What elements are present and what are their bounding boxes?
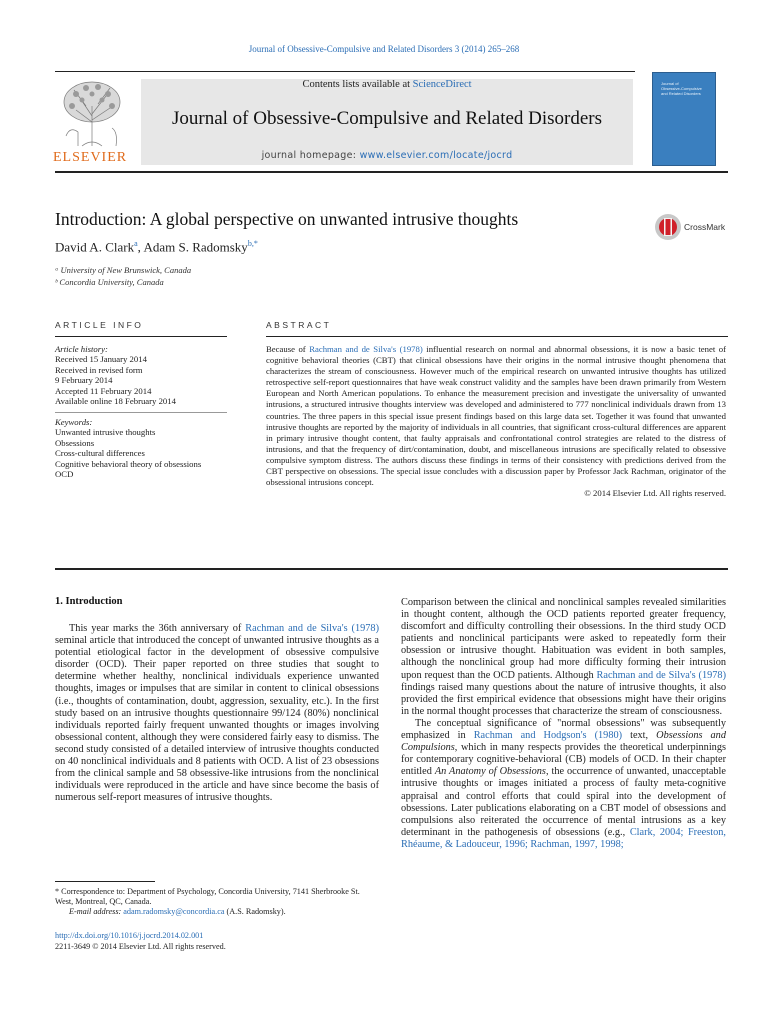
text-run: The conceptual significance of "normal obsessions" was subsequently emphasized in (401, 717, 726, 742)
citation-link[interactable]: Clark, 2004; Freeston, Rhéaume, & Ladouceur, 1996; Rachman, 1997, 1998; (401, 826, 726, 850)
keywords (55, 417, 227, 479)
affiliation-a: ᵃ University of New Brunswick, Canada (55, 265, 192, 275)
homepage-link[interactable]: www.elsevier.com/locate/jocrd (359, 150, 513, 161)
footnote-rule (55, 881, 155, 882)
abstract-paragraph (266, 344, 726, 488)
abstract-heading: ABSTRACT (266, 320, 332, 330)
keyword-item: Unwanted intrusive thoughts (55, 427, 156, 438)
text-run: findings raised many questions about the nature of intrusive thoughts, it also provided the first empirical evidence that obsessions might have their origins in the normal thought processes that characterize the stream of consciousness. (401, 681, 726, 717)
book-title: Obsessions and Compulsions (401, 730, 726, 754)
text-run: seminal article that introduced the concept of unwanted intrusive thoughts as a potential etiological factor in the development of obsessive compulsive disorder (OCD). Their paper reported on three studies that sought to determine whether healthy, nonclinical individuals experience unwanted thoughts, images or impulses that are similar in content to clinical obsessions (i.e., thoughts of contamination, doubt, aggression, sexuality, etc.). In the first study based on an intrusive thoughts questionnaire 99/124 (80%) nonclinical individuals reported fairly frequent unwanted thoughts or images involving obsessional content, although they were considered fairly easy to dismiss. The second study consisted of a detailed interview of intrusive thoughts conducted on 40 nonclinical individuals and 8 patients with OCD. A list of 23 obsessions from the clinical sample and 58 obsessive-like intrusions from the nonclinical individuals were reproduced in the article and have since become the basis of numerous self-report measures of intrusive thoughts. (55, 635, 379, 804)
abstract-pre: Because of (266, 344, 310, 354)
abstract-body: influential research on normal and abnormal obsessions, it is now a basic tenet of cognitive behavioral theories (CBT) that clinical obsessions have their origins in the normal intrusive thought phenomena that characterizes the stream of consciousness. However much of the empirical research on unwanted intrusive thoughts has utilized retrospective self-report questionnaires that have weak construct validity and the samples have been drawn primarily from Western European and North American populations. To enhance the measurement precision and investigate the universality of unwanted intrusions, a structured intrusive thoughts interview was developed and administered to 777 nonclinical individuals drawn from 13 countries. The three papers in this special issue present findings based on this large data set. Together it was found that unwanted intrusive thoughts are reported by the majority of individuals in all countries, that significant cross-cultural differences are apparent in primary intrusive thought content, that faulty appraisals and confrontational control strategies are related to the distress of intrusions, and that the frequency of dirt/contamination, doubt, and miscellaneous intrusions are specifically related to obsessive compulsive symptom distress. The authors discuss these findings in terms of their consistency with predictions derived from the CBT perspective on obsessions. The special issue concludes with a discussion paper by Professor Jack Rachman, originator of the obsessional intrusions concept. (266, 344, 726, 488)
article-history (55, 344, 227, 406)
publisher-logo-text: ELSEVIER (53, 150, 128, 165)
history-item: Received in revised form (55, 364, 143, 375)
author-affiliation-marker[interactable]: b,* (247, 239, 258, 248)
article-info-heading: ARTICLE INFO (55, 320, 144, 330)
cover-title-line: and Related Disorders (661, 91, 701, 96)
author-separator: , (137, 239, 144, 255)
email-label: E-mail address: (69, 907, 124, 917)
header-top-rule (55, 71, 635, 72)
author-affiliation-marker[interactable]: a (134, 239, 138, 248)
email-line (55, 907, 379, 917)
history-item: Accepted 11 February 2014 (55, 385, 152, 396)
abstract-rule (266, 336, 728, 337)
history-item: Received 15 January 2014 (55, 354, 147, 365)
journal-cover-thumbnail[interactable] (652, 72, 716, 166)
header-bottom-rule (55, 171, 728, 173)
chapter-title: An Anatomy of Obsessions (434, 766, 546, 778)
text-run: , the occurrence of unwanted, unacceptable intrusive thoughts or images initiated a process of faulty meta-cognitive appraisal and control efforts that could spiral into the development of obsessions. Later publications elaborating on a CBT model of obsessions and compulsions also reiterated the occurrence of mental intrusions as a key determinant in the pathogenesis of obsessions (e.g., (401, 766, 726, 838)
crossmark-icon[interactable] (653, 212, 683, 242)
abstract-bottom-rule (55, 568, 728, 570)
text-run: This year marks the 36th anniversary of (69, 623, 246, 634)
issn-line: 2211-3649 © 2014 Elsevier Ltd. All rights reserved. (55, 941, 226, 951)
citation-link[interactable]: Rachman and de Silva's (1978) (596, 669, 727, 681)
body-paragraph (401, 597, 726, 718)
keyword-item: Cognitive behavioral theory of obsessions (55, 458, 202, 469)
citation-link[interactable]: Rachman and de Silva's (1978) (309, 344, 423, 354)
info-rule (55, 336, 227, 337)
info-mid-rule (55, 412, 227, 413)
email-suffix: (A.S. Radomsky). (224, 907, 286, 917)
text-run: text, (622, 730, 657, 742)
doi-link[interactable]: http://dx.doi.org/10.1016/j.jocrd.2014.02.001 (55, 931, 204, 940)
body-paragraph (401, 718, 726, 851)
contents-line (141, 79, 633, 90)
keyword-item: Cross-cultural differences (55, 448, 145, 459)
homepage-prefix: journal homepage: (261, 150, 357, 161)
abstract-copyright: © 2014 Elsevier Ltd. All rights reserved. (584, 488, 726, 499)
correspondence-footnote (55, 887, 379, 918)
citation-link[interactable]: Rachman and de Silva's (1978) (245, 623, 380, 634)
citation-link[interactable]: Rachman and Hodgson's (1980) (473, 730, 623, 742)
journal-title: Journal of Obsessive-Compulsive and Related Disorders (171, 108, 603, 129)
keyword-item: OCD (55, 469, 74, 480)
keywords-label: Keywords: (55, 417, 93, 427)
sciencedirect-link[interactable]: ScienceDirect (412, 79, 472, 90)
abstract-text (266, 344, 726, 499)
author-name: David A. Clark (55, 239, 135, 255)
left-column (55, 623, 379, 804)
article-title: Introduction: A global perspective on unwanted intrusive thoughts (55, 209, 519, 229)
journal-homepage-line (141, 150, 633, 161)
history-item: Available online 18 February 2014 (55, 396, 176, 407)
text-run: Comparison between the clinical and nonclinical samples revealed similarities in thought content, although the OCD patients reported greater frequency, discomfort and difficulty controlling their obsessions. In the third study OCD patients and nonclinical participants were asked to repeatedly form their obsession or intrusive thought. Habituation was evident in both samples, although the nonclinical group had more difficulty forming their intrusion upon request than the OCD patients. Although (401, 597, 726, 681)
section-heading: 1. Introduction (55, 596, 123, 607)
journal-citation-link[interactable]: Journal of Obsessive-Compulsive and Related Disorders 3 (2014) 265–268 (248, 44, 520, 54)
history-item: 9 February 2014 (55, 375, 113, 386)
history-label: Article history: (55, 344, 108, 354)
affiliation-b: ᵇ Concordia University, Canada (55, 277, 164, 287)
right-column (401, 597, 726, 851)
body-paragraph (55, 623, 379, 804)
contents-prefix: Contents lists available at (302, 79, 411, 90)
text-run: , which in many respects provides the theoretical underpinnings for contemporary cognitive-behavioral (CB) models of OCD. In their chapter entitled (401, 742, 726, 778)
crossmark-label[interactable]: CrossMark (684, 222, 726, 232)
cover-title-line: Journal of (661, 81, 679, 86)
author-list (55, 239, 258, 255)
elsevier-tree-logo (52, 76, 132, 150)
page-footer (55, 931, 226, 952)
keyword-item: Obsessions (55, 437, 95, 448)
email-link[interactable]: adam.radomsky@concordia.ca (123, 907, 225, 917)
correspondence-address: * Correspondence to: Department of Psychology, Concordia University, 7141 Sherbrooke St. West, Montreal, QC, Canada. (55, 887, 360, 907)
cover-title-line: Obsessive-Compulsive (661, 86, 702, 91)
author-name: Adam S. Radomsky (143, 239, 248, 255)
